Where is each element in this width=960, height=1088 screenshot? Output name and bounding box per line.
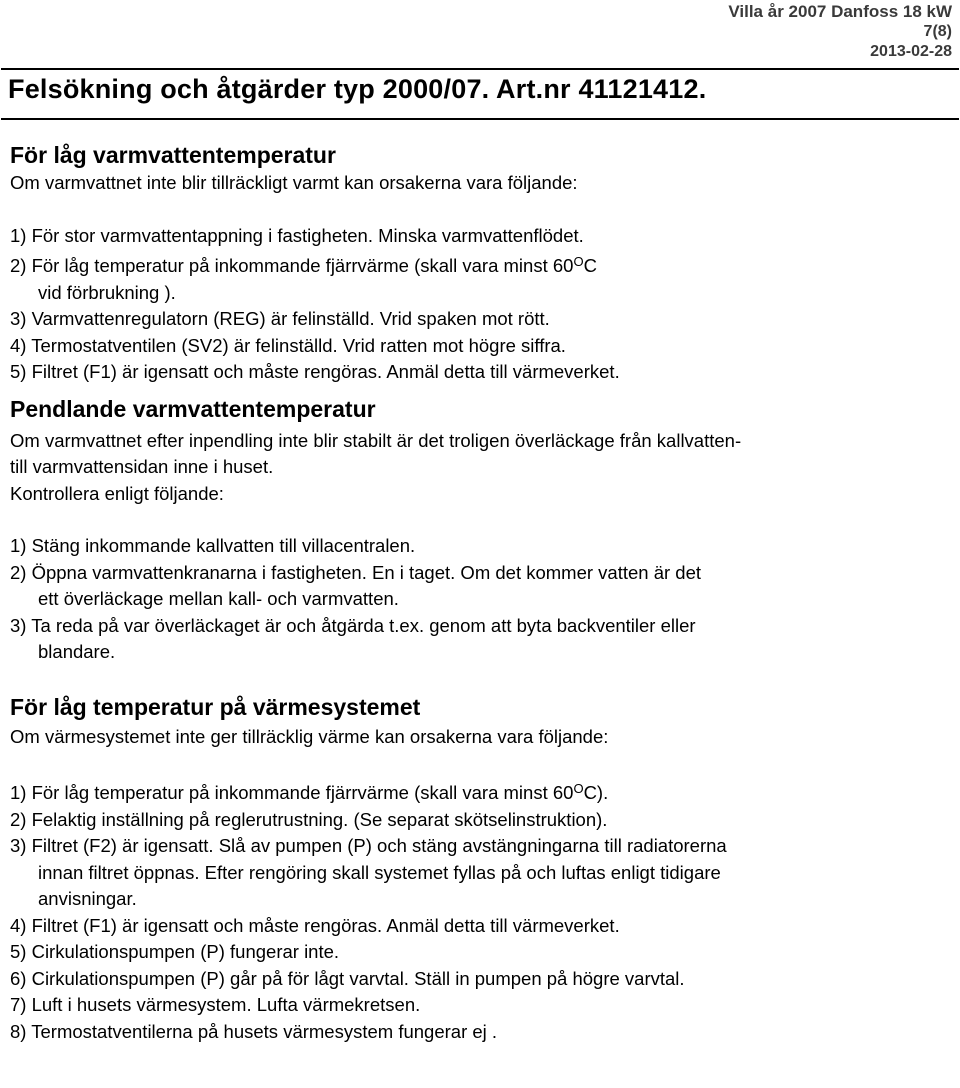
document-title: Villa år 2007 Danfoss 18 kW — [728, 2, 952, 21]
section-intro: till varmvattensidan inne i huset. — [10, 456, 274, 477]
list-item: 4) Termostatventilen (SV2) är felinställd. Vrid ratten mot högre siffra. — [10, 334, 566, 356]
section-low-hot-water-temp — [10, 140, 955, 386]
section-intro: Om värmesystemet inte ger tillräcklig värme kan orsakerna vara följande: — [10, 725, 609, 747]
document-body — [10, 140, 955, 1045]
list-item: 2) Öppna varmvattenkranarna i fastigheten. En i taget. Om det kommer vatten är det — [10, 561, 702, 583]
list-item: 5) Filtret (F1) är igensatt och måste rengöras. Anmäl detta till värmeverket. — [10, 361, 620, 382]
page-number: 7(8) — [923, 23, 952, 40]
list-item-continuation: vid förbrukning ). — [38, 281, 176, 303]
section-low-heating-temp — [10, 692, 955, 1046]
degree-sign: O — [573, 781, 584, 796]
page-meta — [728, 2, 952, 62]
section-heading: För låg varmvattentemperatur — [10, 142, 336, 168]
list-item-continuation: innan filtret öppnas. Efter rengöring skall systemet fyllas på och luftas enligt tidigare — [38, 861, 721, 883]
list-item: 3) Varmvattenregulatorn (REG) är felinställd. Vrid spaken mot rött. — [10, 308, 550, 329]
list-item: 1) Stäng inkommande kallvatten till villacentralen. — [10, 535, 416, 556]
section-intro: Om varmvattnet inte blir tillräckligt varmt kan orsakerna vara följande: — [10, 172, 578, 193]
list-item: 3) Ta reda på var överläckaget är och åtgärda t.ex. genom att byta backventiler eller — [10, 614, 696, 636]
list-item: 7) Luft i husets värmesystem. Lufta värmekretsen. — [10, 994, 421, 1015]
list-item: 2) Felaktig inställning på reglerutrustning. (Se separat skötselinstruktion). — [10, 808, 608, 830]
section-heading: För låg temperatur på värmesystemet — [10, 693, 421, 720]
title-banner — [1, 68, 959, 120]
list-item: 6) Cirkulationspumpen (P) går på för lågt varvtal. Ställ in pumpen på högre varvtal. — [10, 967, 685, 989]
list-item-continuation: anvisningar. — [38, 888, 137, 909]
check-list — [10, 533, 955, 666]
list-item: 5) Cirkulationspumpen (P) fungerar inte. — [10, 941, 340, 962]
cause-list — [10, 776, 955, 1045]
section-oscillating-hot-water-temp — [10, 394, 955, 666]
list-item: 1) För låg temperatur på inkommande fjärrvärme (skall vara minst $60^OC$). — [10, 781, 609, 803]
list-item: 1) För stor varmvattentappning i fastigheten. Minska varmvattenflödet. — [10, 224, 584, 246]
section-intro: Om varmvattnet efter inpendling inte blir stabilt är det troligen överläckage från kallvatten- — [10, 429, 742, 451]
main-title: Felsökning och åtgärder typ 2000/07. Art.nr 41121412. — [8, 74, 707, 104]
list-item: 4) Filtret (F1) är igensatt och måste rengöras. Anmäl detta till värmeverket. — [10, 914, 620, 936]
list-item-continuation: blandare. — [38, 641, 116, 662]
section-intro: Kontrollera enligt följande: — [10, 482, 224, 504]
list-item: 8) Termostatventilerna på husets värmesystem fungerar ej . — [10, 1020, 498, 1042]
list-item: 3) Filtret (F2) är igensatt. Slå av pumpen (P) och stäng avstängningarna till radiatorerna — [10, 835, 727, 856]
degree-sign: O — [573, 254, 584, 269]
list-item-continuation: ett överläckage mellan kall- och varmvatten. — [38, 588, 399, 609]
cause-list — [10, 223, 955, 386]
list-item: 2) För låg temperatur på inkommande fjärrvärme (skall vara minst $60^OC$ — [10, 254, 597, 276]
document-date: 2013-02-28 — [870, 43, 952, 60]
section-heading: Pendlande varmvattentemperatur — [10, 395, 376, 422]
